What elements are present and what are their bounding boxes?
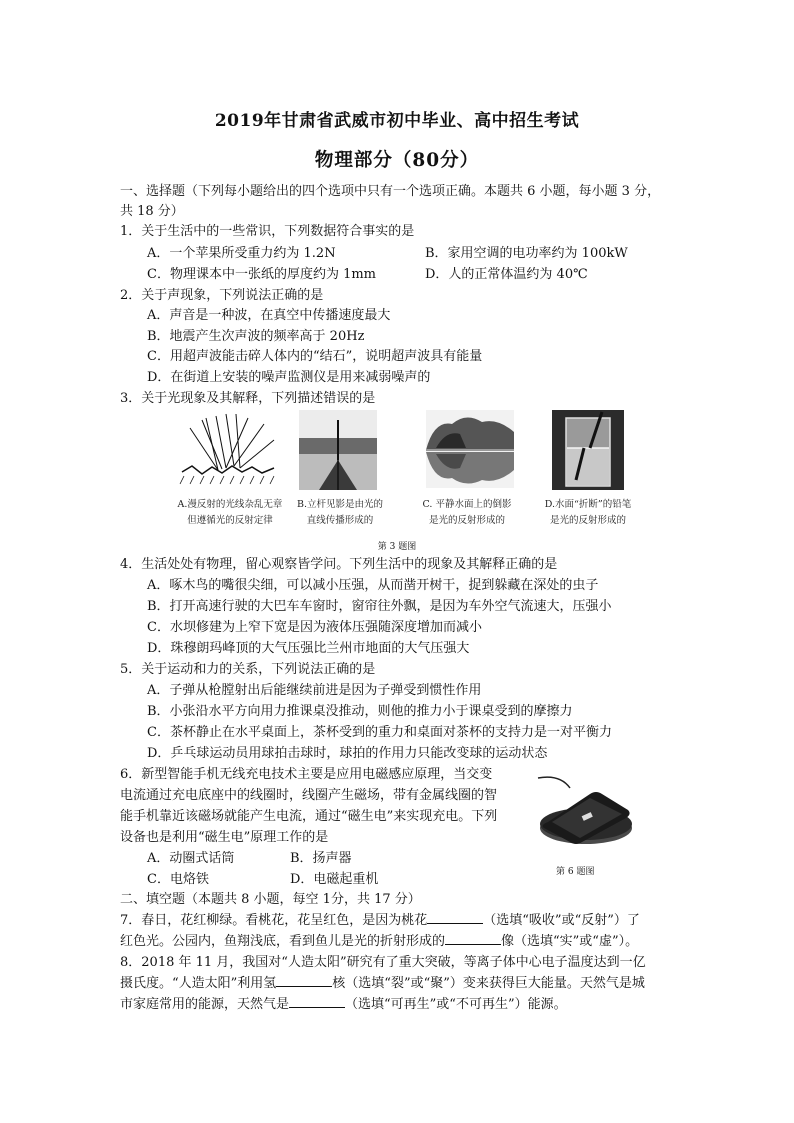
q6-line2: 电流通过充电底座中的线圈时，线圈产生磁场，带有金属线圈的智 [120, 788, 498, 803]
q2-option-c: C．用超声波能击碎人体内的“结石”，说明超声波具有能量 [147, 349, 483, 364]
figure-d-caption-2: 是光的反射形成的 [549, 515, 626, 526]
q7-line2-text-b: 像（选填“实”或“虚”）。 [501, 934, 639, 949]
q7-answer-blank-1[interactable] [427, 911, 483, 924]
q5-option-d: D．乒乓球运动员用球拍击球时，球拍的作用力只能改变球的运动状态 [147, 746, 548, 761]
q8-answer-blank-2[interactable] [289, 995, 345, 1008]
q8-line1: 8．2018 年 11 月，我国对“人造太阳”研究有了重大突破，等离子体中心电子温度达到一亿 [120, 955, 646, 970]
diffuse-reflection-figure [178, 410, 278, 488]
q7-line1 [120, 911, 640, 930]
q7-line1-text-a: 7．春日，花红柳绿。看桃花，花呈红色，是因为桃花 [120, 913, 428, 928]
q5-option-c: C．茶杯静止在水平桌面上，茶杯受到的重力和桌面对茶杯的支持力是一对平衡力 [147, 725, 612, 740]
q8-line3-text-a: 市家庭常用的能源，天然气是 [120, 997, 290, 1012]
q4-stem: 4．生活处处有物理，留心观察皆学问。下列生活中的现象及其解释正确的是 [120, 557, 558, 572]
q6-option-c: C．电烙铁 [147, 872, 209, 887]
q6-line3: 能手机靠近该磁场就能产生电流，通过“磁生电”来实现充电。下列 [120, 809, 498, 824]
q2-stem: 2．关于声现象，下列说法正确的是 [120, 288, 324, 303]
q6-option-a: A．动圈式话筒 [147, 851, 235, 866]
q8-line2 [120, 974, 645, 993]
figure-b-caption-1: B.立杆见影是由光的 [296, 499, 383, 510]
q7-line2-text-a: 红色光。公园内，鱼翔浅底，看到鱼儿是光的折射形成的 [120, 934, 446, 949]
q5-option-a: A．子弹从枪膛射出后能继续前进是因为子弹受到惯性作用 [147, 683, 482, 698]
q4-option-b: B．打开高速行驶的大巴车车窗时，窗帘往外飘，是因为车外空气流速大，压强小 [147, 599, 612, 614]
figure-b-caption-2: 直线传播形成的 [306, 515, 374, 526]
exam-title: 2019年甘肃省武威市初中毕业、高中招生考试 [214, 111, 580, 131]
q4-option-d: D．珠穆朗玛峰顶的大气压强比兰州市地面的大气压强大 [147, 641, 470, 656]
q6-line1: 6．新型智能手机无线充电技术主要是应用电磁感应原理，当交变 [120, 767, 493, 782]
q8-line2-text-b: 核（选填“裂”或“聚”）变来获得巨大能量。天然气是城 [332, 976, 645, 991]
q2-option-a: A．声音是一种波，在真空中传播速度最大 [147, 308, 391, 323]
q7-line2 [120, 932, 638, 951]
q4-option-c: C．水坝修建为上窄下宽是因为液体压强随深度增加而减小 [147, 620, 482, 635]
q1-option-c: C．物理课本中一张纸的厚度约为 1mm [147, 267, 377, 282]
q1-option-a: A．一个苹果所受重力约为 1.2N [147, 246, 336, 261]
figure-3-title: 第 3 题图 [377, 542, 417, 552]
section1-heading-line1: 一、选择题（下列每小题给出的四个选项中只有一个选项正确。本题共 6 小题，每小题 3 分， [120, 184, 661, 199]
q5-option-b: B．小张沿水平方向用力推课桌没推动，则他的推力小于课桌受到的摩擦力 [147, 704, 573, 719]
figure-6-title: 第 6 题图 [556, 867, 595, 877]
q3-stem: 3．关于光现象及其解释，下列描述错误的是 [120, 391, 376, 406]
wireless-charger-figure [530, 770, 640, 852]
q2-option-d: D．在街道上安装的噪声监测仪是用来减弱噪声的 [147, 370, 431, 385]
q8-answer-blank-1[interactable] [276, 974, 332, 987]
pole-shadow-photo [299, 410, 377, 490]
q8-line2-text-a: 摄氏度。“人造太阳”利用氢 [120, 976, 277, 991]
q1-option-d: D．人的正常体温约为 40℃ [425, 267, 588, 282]
q6-option-d: D．电磁起重机 [290, 872, 379, 887]
q1-stem: 1．关于生活中的一些常识，下列数据符合事实的是 [120, 224, 415, 239]
pencil-in-water-photo [552, 410, 624, 490]
exam-subtitle: 物理部分（80分） [314, 150, 480, 171]
q5-stem: 5．关于运动和力的关系，下列说法正确的是 [120, 662, 376, 677]
q8-line3-text-b: （选填“可再生”或“不可再生”）能源。 [345, 997, 567, 1012]
q6-line4: 设备也是利用“磁生电”原理工作的是 [120, 830, 329, 845]
q7-line1-text-b: （选填“吸收”或“反射”）了 [483, 913, 640, 928]
figure-c-caption-2: 是光的反射形成的 [428, 515, 505, 526]
q4-option-a: A．啄木鸟的嘴很尖细，可以减小压强，从而凿开树干，捉到躲藏在深处的虫子 [147, 578, 599, 593]
q1-option-b: B．家用空调的电功率约为 100kW [425, 246, 628, 261]
figure-a-caption-2: 但遵循光的反射定律 [187, 515, 273, 526]
q7-answer-blank-2[interactable] [445, 932, 501, 945]
section2-heading: 二、填空题（本题共 8 小题，每空 1分，共 17 分） [120, 892, 421, 907]
figure-c-caption-1: C. 平静水面上的倒影 [422, 499, 512, 510]
water-reflection-photo [426, 410, 514, 488]
figure-d-caption-1: D.水面“折断”的铅笔 [544, 499, 632, 510]
q2-option-b: B．地震产生次声波的频率高于 20Hz [147, 329, 365, 344]
section1-heading-line2: 共 18 分） [120, 204, 184, 219]
figure-a-caption-1: A.漫反射的光线杂乱无章 [177, 499, 283, 510]
q8-line3 [120, 995, 567, 1014]
q6-option-b: B．扬声器 [290, 851, 352, 866]
